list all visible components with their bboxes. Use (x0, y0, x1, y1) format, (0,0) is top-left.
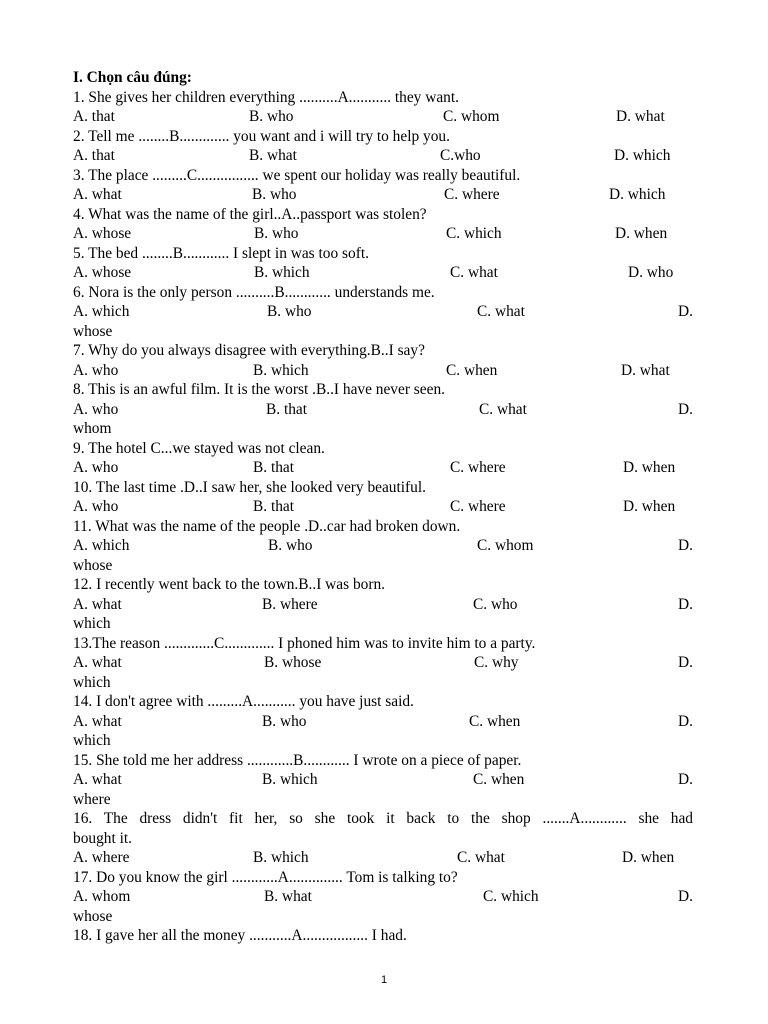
option-c: C. what (477, 303, 525, 320)
option-d: D. (678, 400, 693, 418)
option-d: D. when (622, 849, 675, 866)
options-11 (73, 536, 693, 556)
options-6 (73, 302, 693, 322)
option-d: D. when (615, 225, 668, 242)
option-c: C. when (446, 361, 498, 379)
option-c: C. why (474, 654, 519, 671)
option-a: A. what (73, 771, 122, 788)
options-5 (73, 263, 693, 283)
question-8: 8. This is an awful film. It is the worst .B..I have never seen. (73, 381, 446, 398)
option-d-continued: which (73, 732, 111, 749)
option-b: B. that (253, 459, 295, 476)
options-10 (73, 497, 693, 517)
options-15 (73, 770, 693, 790)
option-b: B. which (253, 361, 309, 379)
option-d-continued: which (73, 673, 111, 691)
option-b: B. who (267, 303, 312, 320)
options-2 (73, 146, 693, 166)
option-b: B. what (264, 888, 312, 905)
option-a: A. who (73, 400, 119, 418)
question-14: 14. I don't agree with .........A........... you have just said. (73, 693, 414, 710)
question-17: 17. Do you know the girl ............A.............. Tom is talking to? (73, 868, 458, 886)
option-a: A. who (73, 459, 119, 476)
options-3 (73, 185, 693, 205)
option-a: A. what (73, 595, 122, 613)
question-13: 13.The reason .............C............. I phoned him was to invite him to a party. (73, 634, 536, 652)
option-c: C. who (473, 595, 518, 613)
question-16: 16. The dress didn't fit her, so she took it back to the shop .......A............ she had (73, 810, 693, 827)
option-b: B. which (262, 771, 318, 788)
question-6: 6. Nora is the only person ..........B............ understands me. (73, 283, 435, 301)
option-c: C. what (479, 400, 527, 418)
option-a: A. what (73, 712, 122, 730)
option-d: D. (678, 712, 693, 730)
option-a: A. what (73, 654, 122, 671)
options-1 (73, 107, 693, 127)
option-a: A. which (73, 537, 130, 554)
option-d: D. (678, 537, 693, 554)
options-14 (73, 712, 693, 732)
option-d-continued: which (73, 615, 111, 632)
question-2: 2. Tell me ........B............. you want and i will try to help you. (73, 127, 450, 145)
question-1: 1. She gives her children everything ..........A........... they want. (73, 88, 459, 106)
question-18: 18. I gave her all the money ...........A................. I had. (73, 927, 407, 944)
option-a: A. who (73, 498, 119, 515)
option-c: C. which (446, 225, 502, 242)
option-b: B. which (253, 849, 309, 866)
option-d-continued: whom (73, 420, 112, 437)
option-a: A. whose (73, 225, 132, 242)
option-c: C. where (450, 498, 506, 515)
option-c: C. what (457, 849, 505, 866)
options-12 (73, 595, 693, 615)
option-c: C. whom (477, 537, 534, 554)
option-a: A. what (73, 186, 122, 203)
question-12: 12. I recently went back to the town.B..I was born. (73, 576, 386, 593)
option-c: C. whom (443, 108, 500, 125)
options-8 (73, 400, 693, 420)
question-4: 4. What was the name of the girl..A..passport was stolen? (73, 205, 427, 223)
options-16 (73, 848, 693, 868)
option-a: A. whose (73, 264, 132, 281)
option-d: D. (678, 771, 693, 788)
option-b: B. who (268, 537, 313, 554)
option-d: D. (678, 888, 693, 905)
option-b: B. who (262, 712, 307, 730)
option-d: D. (678, 654, 693, 671)
option-c: C. when (469, 712, 521, 730)
options-4 (73, 224, 693, 244)
worksheet (73, 68, 693, 946)
option-b: B. which (254, 264, 310, 281)
option-d: D. when (623, 498, 676, 515)
question-5: 5. The bed ........B............ I slept in was too soft. (73, 244, 369, 262)
option-d-continued: whose (73, 907, 113, 925)
option-a: A. that (73, 108, 115, 125)
option-d: D. (678, 595, 693, 613)
option-b: B. that (253, 498, 295, 515)
option-d: D. what (616, 108, 665, 125)
option-d-continued: where (73, 790, 111, 808)
option-b: B. whose (264, 654, 322, 671)
option-b: B. where (262, 595, 318, 613)
option-c: C. which (483, 888, 539, 905)
options-9 (73, 458, 693, 478)
question-10: 10. The last time .D..I saw her, she looked very beautiful. (73, 478, 426, 496)
option-c: C.who (440, 147, 481, 164)
option-d: D. which (614, 147, 671, 164)
option-b: B. who (252, 186, 297, 203)
question-15: 15. She told me her address ............B............ I wrote on a piece of paper. (73, 751, 522, 769)
section-heading: I. Chọn câu đúng: (73, 69, 192, 86)
option-d-continued: whose (73, 556, 113, 574)
options-13 (73, 653, 693, 673)
option-d: D. (678, 303, 693, 320)
option-b: B. what (249, 147, 297, 164)
option-c: C. where (450, 459, 506, 476)
question-16-continued: bought it. (73, 829, 132, 847)
option-a: A. who (73, 361, 119, 379)
question-7: 7. Why do you always disagree with everything.B..I say? (73, 342, 425, 359)
option-b: B. who (249, 108, 294, 125)
option-b: B. who (254, 225, 299, 242)
question-3: 3. The place .........C................ we spent our holiday was really beautiful. (73, 166, 521, 184)
question-9: 9. The hotel C...we stayed was not clean. (73, 439, 325, 457)
option-d: D. who (628, 264, 674, 281)
option-c: C. where (444, 186, 500, 203)
question-11: 11. What was the name of the people .D..car had broken down. (73, 517, 461, 535)
option-d: D. what (621, 361, 670, 379)
option-d: D. which (609, 186, 666, 203)
option-c: C. when (473, 771, 525, 788)
option-a: A. whom (73, 888, 131, 905)
option-a: A. that (73, 147, 115, 164)
option-b: B. that (266, 400, 308, 418)
option-a: A. where (73, 849, 130, 866)
options-7 (73, 361, 693, 381)
option-d-continued: whose (73, 322, 113, 340)
option-a: A. which (73, 303, 130, 320)
page-number: 1 (380, 974, 388, 986)
option-c: C. what (450, 264, 498, 281)
option-d: D. when (623, 459, 676, 476)
options-17 (73, 887, 693, 907)
